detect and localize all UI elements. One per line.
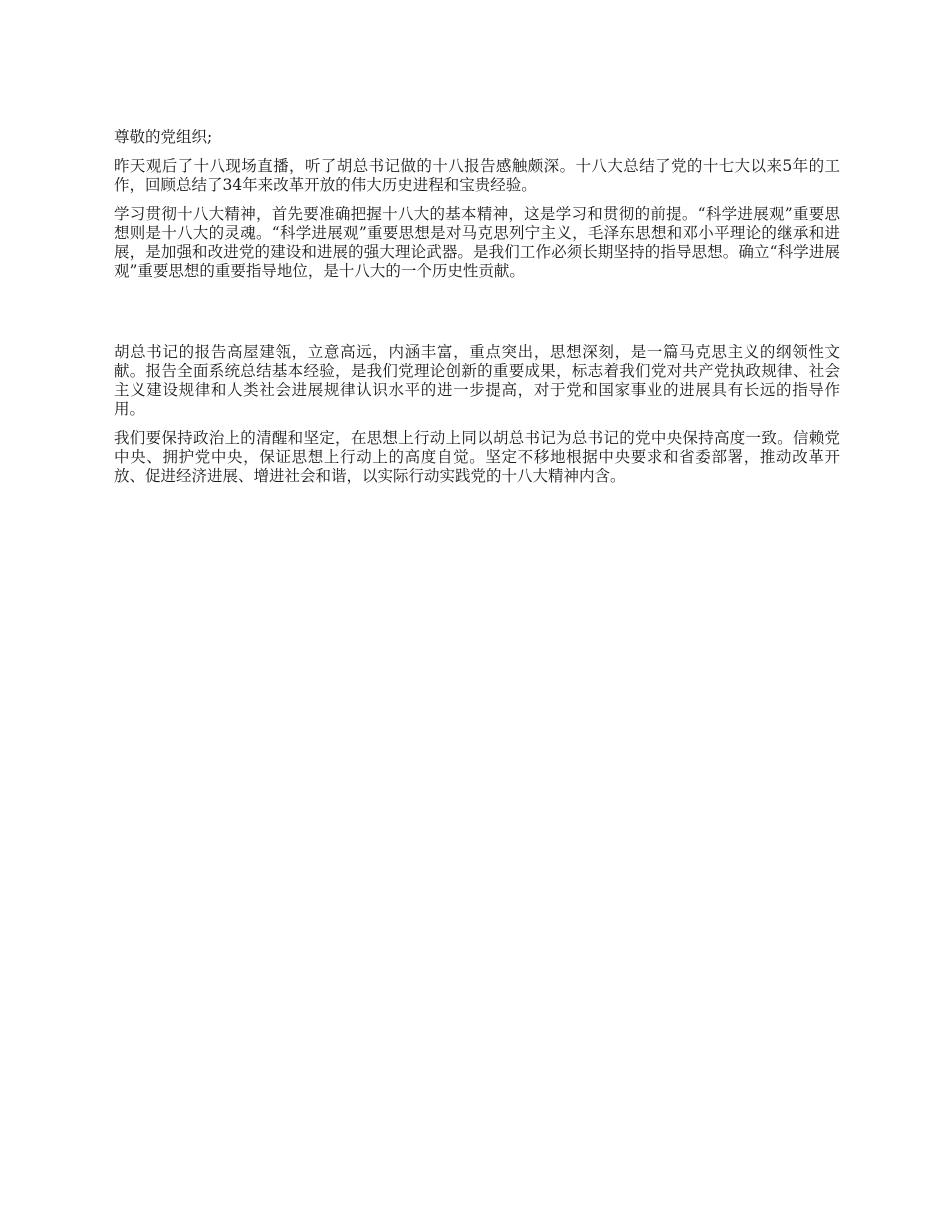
paragraph-4: 我们要保持政治上的清醒和坚定，在思想上行动上同以胡总书记为总书记的党中央保持高度一致。信赖党中央、拥护党中央，保证思想上行动上的高度自觉。坚定不移地根据中央要求和省委部署，推动改革开放、促进经济进展、增进社会和谐，以实际行动实践党的十八大精神内含。 xyxy=(114,429,840,485)
document-body xyxy=(114,128,840,496)
paragraph-1: 昨天观后了十八现场直播，听了胡总书记做的十八报告感触颇深。十八大总结了党的十七大以来5年的工作，回顾总结了34年来改革开放的伟大历史进程和宝贵经验。 xyxy=(114,157,840,194)
paragraph-3: 胡总书记的报告高屋建瓴，立意高远，内涵丰富，重点突出，思想深刻，是一篇马克思主义的纲领性文献。报告全面系统总结基本经验，是我们党理论创新的重要成果，标志着我们党对共产党执政规律、社会主义建设规律和人类社会进展规律认识水平的进一步提高，对于党和国家事业的进展具有长远的指导作用。 xyxy=(114,343,840,418)
paragraph-2: 学习贯彻十八大精神，首先要准确把握十八大的基本精神，这是学习和贯彻的前提。“科学进展观”重要思想则是十八大的灵魂。“科学进展观”重要思想是对马克思列宁主义，毛泽东思想和邓小平理论的继承和进展，是加强和改进党的建设和进展的强大理论武器。是我们工作必须长期坚持的指导思想。确立“科学进展观”重要思想的重要指导地位，是十八大的一个历史性贡献。 xyxy=(114,205,840,280)
salutation: 尊敬的党组织; xyxy=(114,128,213,146)
blank-gap xyxy=(114,291,840,343)
